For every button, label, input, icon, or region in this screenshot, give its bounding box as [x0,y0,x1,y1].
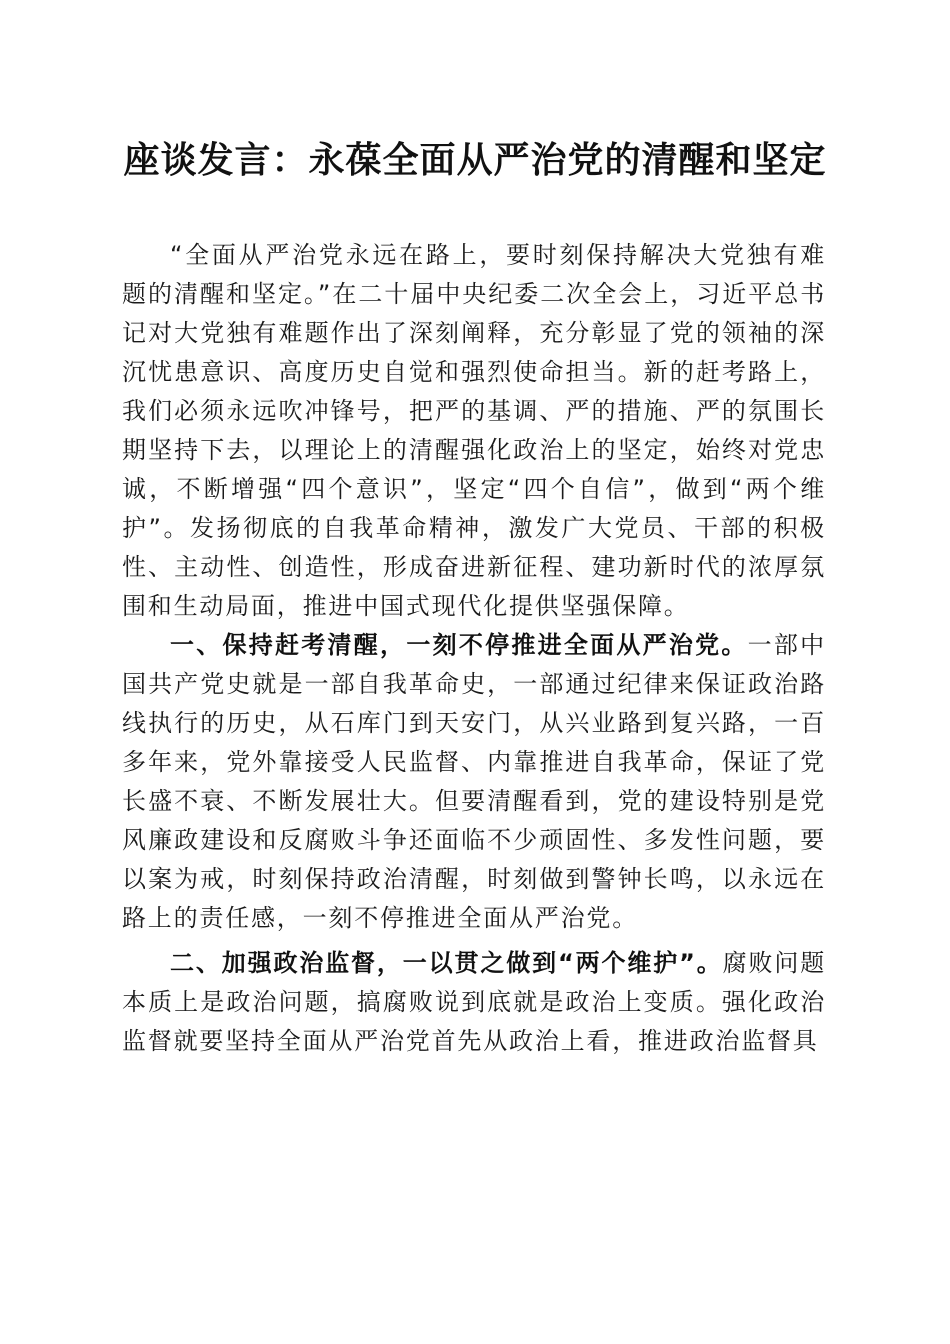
document-title: 座谈发言：永葆全面从严治党的清醒和坚定 [123,139,827,181]
paragraph-text: 腐败问题本质上是政治问题，搞腐败说到底就是政治上变质。强化政治监督就要坚持全面从严治党首先从政治上看，推进政治监督具 [122,949,826,1055]
paragraph-text: “全面从严治党永远在路上，要时刻保持解决大党独有难题的清醒和坚定。”在二十届中央纪委二次全会上，习近平总书记对大党独有难题作出了深刻阐释，充分彰显了党的领袖的深沉忧患意识、高度历史自觉和强烈使命担当。新的赶考路上，我们必须永远吹冲锋号，把严的基调、严的措施、严的氛围长期坚持下去，以理论上的清醒强化政治上的坚定，始终对党忠诚，不断增强“四个意识”，坚定“四个自信”，做到“两个维护”。发扬彻底的自我革命精神，激发广大党员、干部的积极性、主动性、创造性，形成奋进新征程、建功新时代的浓厚氛围和生动局面，推进中国式现代化提供坚强保障。 [122,241,826,620]
paragraph-text: 一部中国共产党史就是一部自我革命史，一部通过纪律来保证政治路线执行的历史，从石库门到天安门，从兴业路到复兴路，一百多年来，党外靠接受人民监督、内靠推进自我革命，保证了党长盛不衰、不断发展壮大。但要清醒看到，党的建设特别是党风廉政建设和反腐败斗争还面临不少顽固性、多发性问题，要以案为戒，时刻保持政治清醒，时刻做到警钟长鸣，以永远在路上的责任感，一刻不停推进全面从严治党。 [122,631,826,932]
paragraph-section-2 [122,944,826,1061]
section-heading-1: 一、保持赶考清醒，一刻不停推进全面从严治党。 [170,631,748,659]
paragraph-section-1 [122,626,826,938]
section-heading-2: 二、加强政治监督，一以贯之做到“两个维护”。 [170,949,723,977]
document-body [122,236,826,1061]
paragraph-intro [122,236,826,626]
